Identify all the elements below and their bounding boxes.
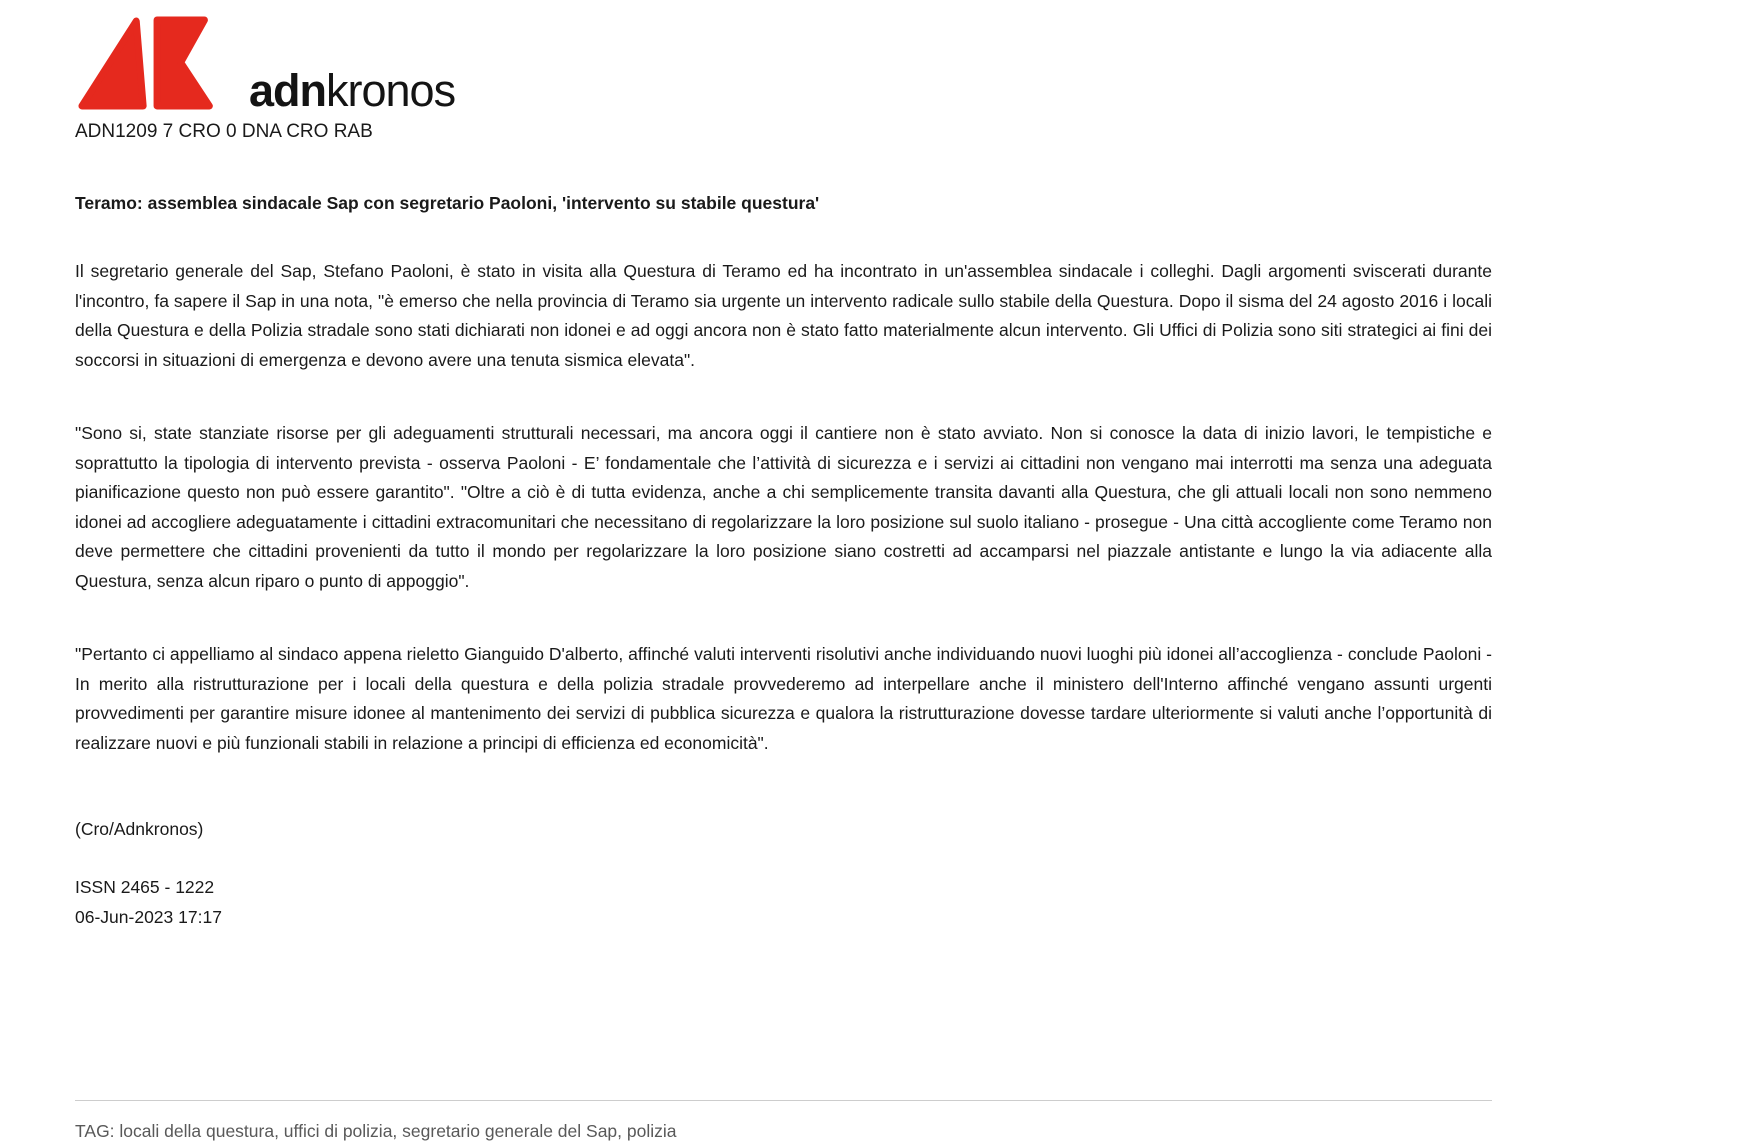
adnkronos-logo-mark-icon xyxy=(75,12,243,113)
article-headline: Teramo: assemblea sindacale Sap con segretario Paoloni, 'intervento su stabile questura' xyxy=(75,193,820,213)
logo-text-kronos: kronos xyxy=(326,64,456,116)
adnkronos-logo xyxy=(75,10,1492,116)
article-paragraph: Il segretario generale del Sap, Stefano Paoloni, è stato in visita alla Questura di Teramo ed ha incontrato in un'assemblea sindacale i colleghi. Dagli argomenti sviscerati durante l'incontro, fa sapere il Sap in una nota, "è emerso che nella provincia di Teramo sia urgente un intervento radicale sullo stabile della Questura. Dopo il sisma del 24 agosto 2016 i locali della Questura e della Polizia stradale sono stati dichiarati non idonei e ad oggi ancora non è stato fatto materialmente alcun intervento. Gli Uffici di Polizia sono siti strategici ai fini dei soccorsi in situazioni di emergenza e devono avere una tenuta sismica elevata". xyxy=(75,261,1492,370)
publication-datetime: 06-Jun-2023 17:17 xyxy=(75,907,222,927)
wire-slug-line: ADN1209 7 CRO 0 DNA CRO RAB xyxy=(75,121,373,142)
issn-number: ISSN 2465 - 1222 xyxy=(75,877,215,897)
issn-block xyxy=(75,872,1492,932)
article-paragraph: "Sono si, state stanziate risorse per gli adeguamenti strutturali necessari, ma ancora oggi il cantiere non è stato avviato. Non si conosce la data di inizio lavori, le tempistiche e soprattutto la tipologia di intervento prevista - osserva Paoloni - E’ fondamentale che l’attività di sicurezza e i servizi ai cittadini non vengano mai interrotti ma senza una adeguata pianificazione questo non può essere garantito". "Oltre a ciò è di tutta evidenza, anche a chi semplicemente transita davanti alla Questura, che gli attuali locali non sono nemmeno idonei ad accogliere adeguatamente i cittadini extracomunitari che necessitano di regolarizzare la loro posizione sul suolo italiano - prosegue - Una città accogliente come Teramo non deve permettere che cittadini provenienti da tutto il mondo per regolarizzare la loro posizione siano costretti ad accamparsi nel piazzale antistante e lungo la via adiacente alla Questura, senza alcun riparo o punto di appoggio". xyxy=(75,423,1492,591)
article-paragraph: "Pertanto ci appelliamo al sindaco appena rieletto Gianguido D'alberto, affinché valuti interventi risolutivi anche individuando nuovi luoghi più idonei all’accoglienza - conclude Paoloni - In merito alla ristrutturazione per i locali della questura e della polizia stradale provvederemo ad interpellare anche il ministero dell'Interno affinché vengano assunti urgenti provvedimenti per garantire misure idonee al mantenimento dei servizi di pubblica sicurezza e qualora la ristrutturazione dovesse tardare ulteriormente si valuti anche l’opportunità di realizzare nuovi e più funzionali stabili in relazione a principi di efficienza ed economicità". xyxy=(75,644,1492,753)
article-body xyxy=(75,257,1492,758)
logo-text-adn: adn xyxy=(249,64,327,116)
adnkronos-logo-text xyxy=(249,64,456,116)
article-signoff: (Cro/Adnkronos) xyxy=(75,819,204,839)
tag-line: TAG: locali della questura, uffici di polizia, segretario generale del Sap, polizia xyxy=(75,1121,677,1141)
